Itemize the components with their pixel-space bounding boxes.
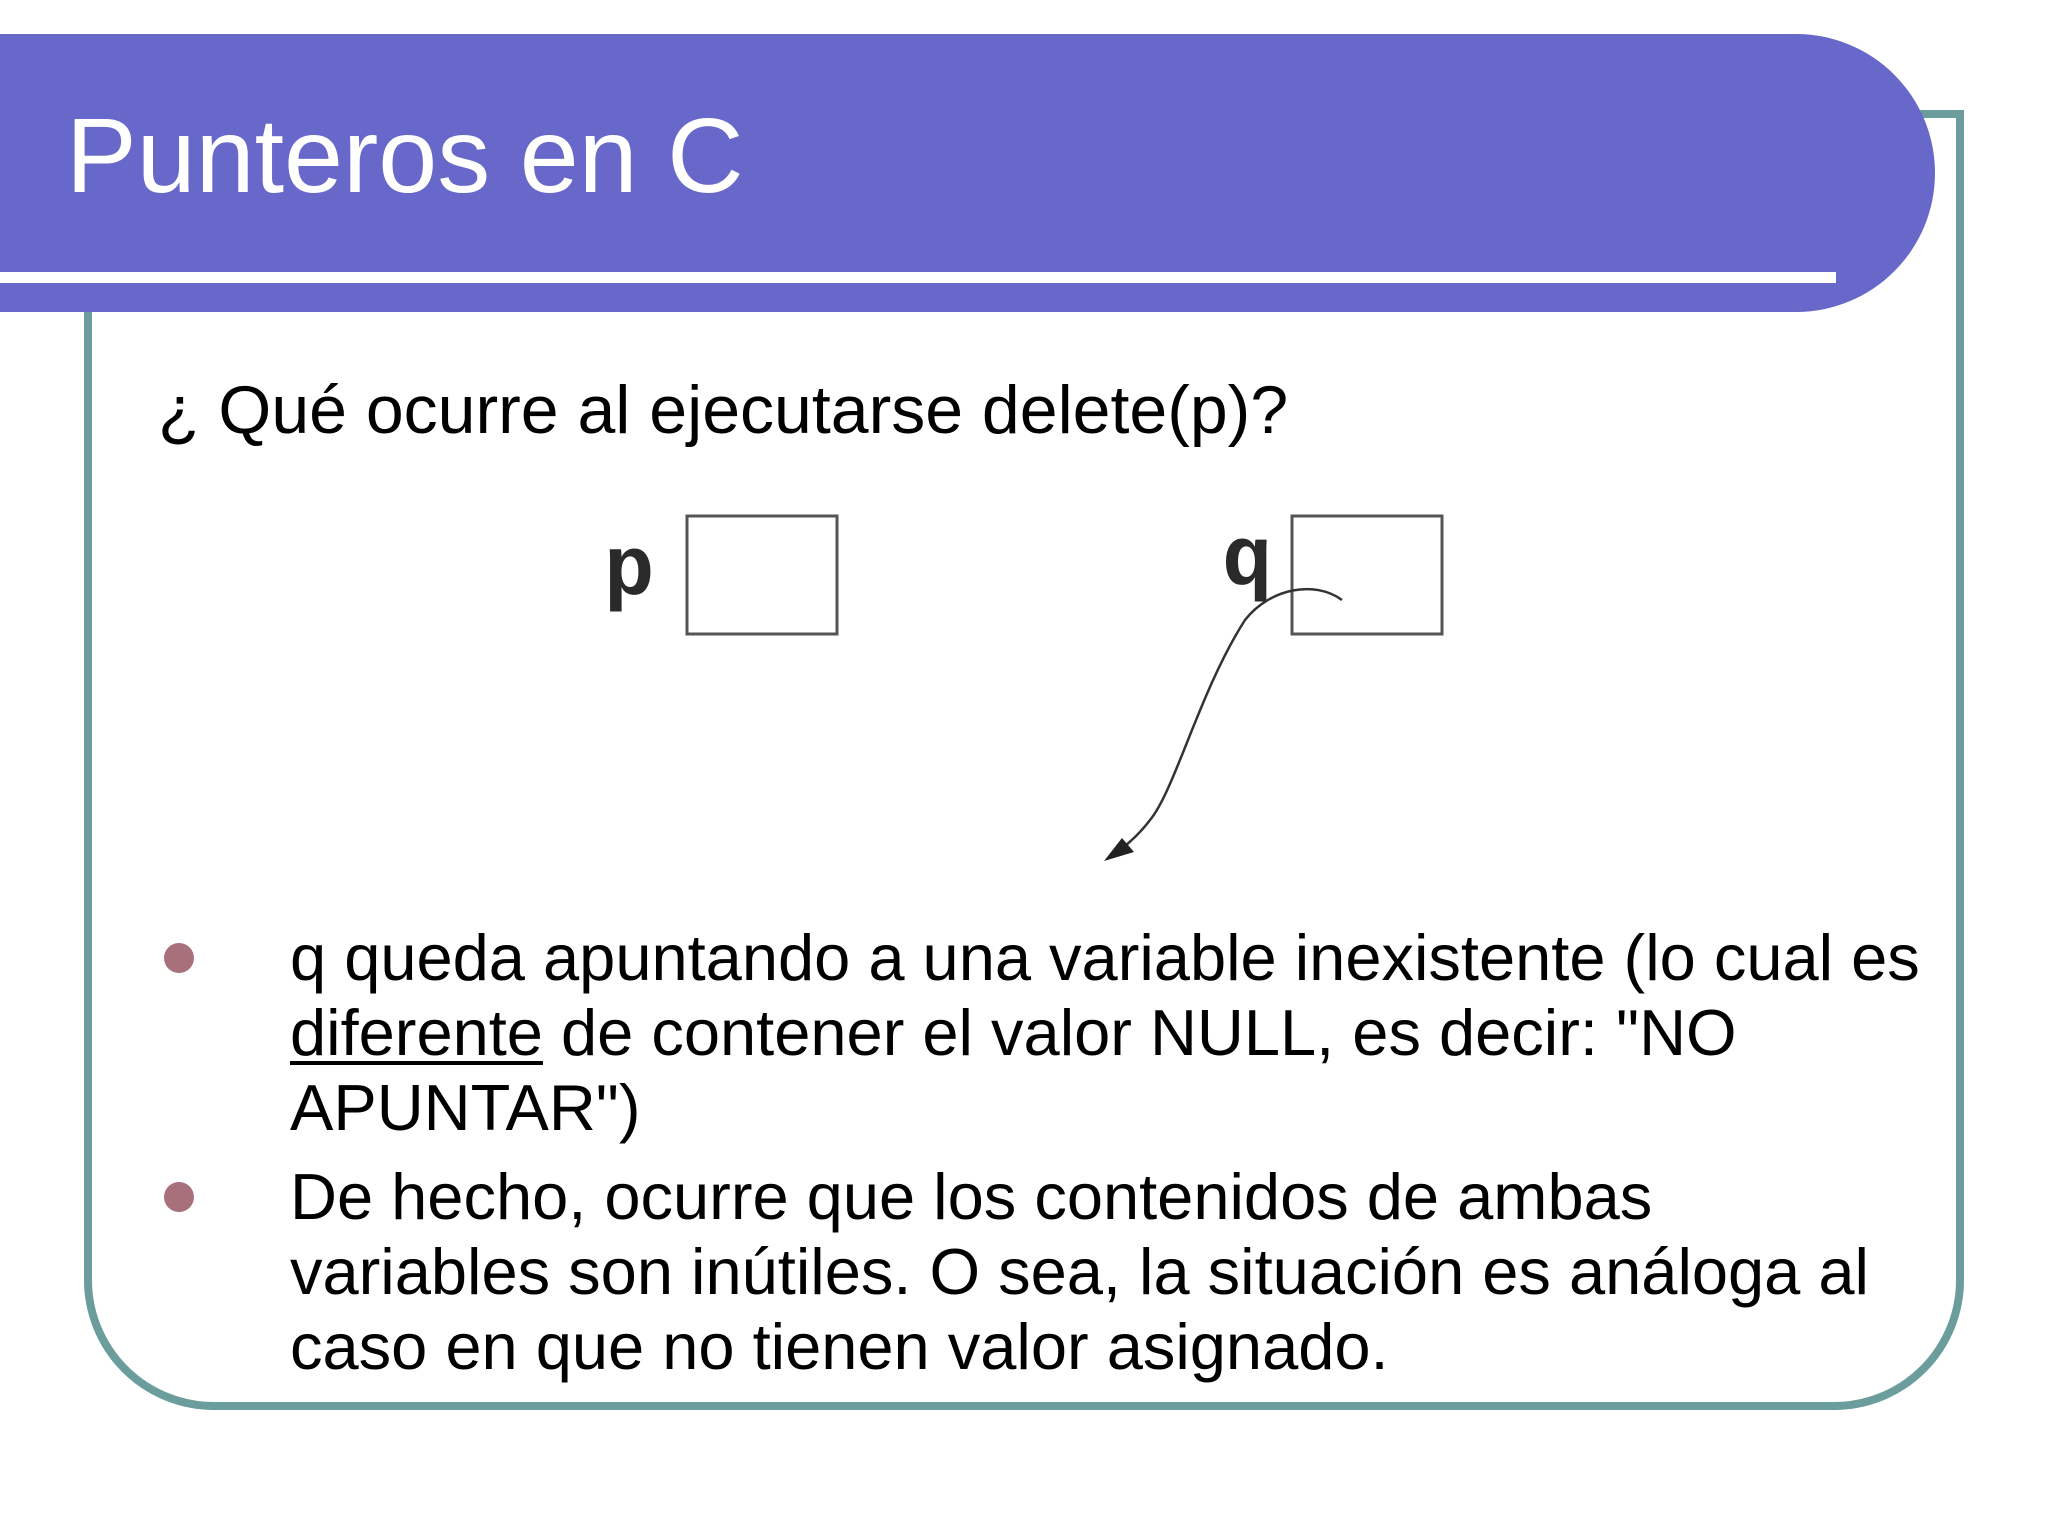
pointer-q-label: q <box>1222 515 1273 610</box>
question-text: ¿ Qué ocurre al ejecutarse delete(p)? <box>158 372 1289 448</box>
slide-title: Punteros en C <box>66 97 744 215</box>
bullet-dot-icon <box>164 943 194 973</box>
title-rule <box>0 272 1836 283</box>
bullet-item <box>150 1159 1930 1384</box>
pointer-p-label: p <box>604 525 655 620</box>
underlined-word: diferente <box>290 996 543 1069</box>
bullet-list <box>150 920 1930 1398</box>
bullet-text: De hecho, ocurre que los contenidos de ambas variables son inútiles. O sea, la situación es análoga al caso en que no tienen valor asignado. <box>290 1160 1869 1383</box>
bullet-text-start: q queda apuntando a una variable inexistente (lo cual es <box>290 921 1920 994</box>
bullet-text-end: de contener el valor NULL, es decir: "NO APUNTAR") <box>290 996 1737 1144</box>
bullet-item <box>150 920 1930 1145</box>
bullet-dot-icon <box>164 1182 194 1212</box>
